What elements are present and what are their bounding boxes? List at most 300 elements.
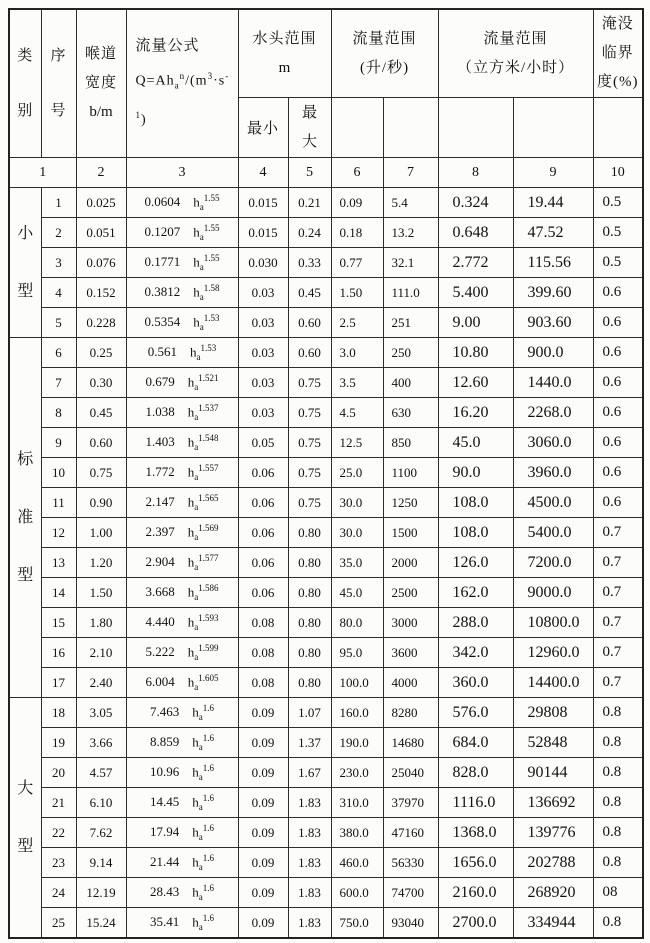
flow-m3h-min-cell: 2700.0 [438,908,513,939]
throat-width-cell: 1.20 [76,548,126,578]
flow-ls-max-cell: 3000 [383,608,438,638]
table-row [9,188,643,218]
header-serial [41,9,76,158]
column-number: 9 [513,158,593,188]
submergence-cell: 0.8 [593,818,643,848]
head-max-cell: 1.37 [288,728,331,758]
category-char: 大 [17,779,34,797]
flow-ls-max-cell: 111.0 [383,278,438,308]
head-min-cell: 0.09 [238,818,288,848]
throat-width-cell: 0.025 [76,188,126,218]
throat-width-cell: 0.75 [76,458,126,488]
head-max-cell: 0.75 [288,458,331,488]
formula-ha-exponent: $h_a^{1.55}$ [193,253,220,272]
head-min-cell: 0.09 [238,788,288,818]
formula-title: 流量公式 [135,37,200,54]
header-head-range: 水头范围 m [238,9,331,98]
formula-coefficient: 0.3812 [144,284,181,300]
header-head-max: 最大 [288,98,331,158]
column-number: 10 [593,158,643,188]
table-row [9,908,643,939]
throat-width-cell: 12.19 [76,878,126,908]
flow-m3h-min-cell: 126.0 [438,548,513,578]
flow-ls-max-cell: 850 [383,428,438,458]
table-row [9,278,643,308]
formula-coefficient: 2.147 [145,494,175,510]
table-row [9,488,643,518]
table-row [9,428,643,458]
flow-m3h-max-cell: 14400.0 [513,668,593,698]
head-max-cell: 0.60 [288,308,331,338]
flow-ls-min-cell: 0.09 [331,188,383,218]
head-min-cell: 0.08 [238,638,288,668]
submergence-cell: 0.6 [593,458,643,488]
flow-m3h-max-cell: 1440.0 [513,368,593,398]
flow-formula-cell [126,848,238,878]
table-row [9,398,643,428]
submergence-cell: 0.7 [593,608,643,638]
serial-number-cell: 23 [41,848,76,878]
flow-formula-cell [126,188,238,218]
submergence-cell: 0.6 [593,488,643,518]
flow-ls-max-cell: 1250 [383,488,438,518]
formula-coefficient: 0.1207 [144,224,181,240]
throat-width-cell: 6.10 [76,788,126,818]
flow-m3h-max-cell: 52848 [513,728,593,758]
flow-ls-min-cell: 380.0 [331,818,383,848]
flow-formula-cell [126,758,238,788]
formula-ha-exponent: $h_a^{1.53}$ [193,313,220,332]
flow-m3h-max-cell: 19.44 [513,188,593,218]
formula-coefficient: 4.440 [145,614,175,630]
formula-ha-exponent: $h_a^{1.53}$ [190,343,217,362]
flow-formula-cell [126,698,238,728]
head-min-cell: 0.03 [238,278,288,308]
formula-coefficient: 21.44 [150,854,180,870]
head-min-cell: 0.015 [238,218,288,248]
submergence-cell: 0.6 [593,368,643,398]
header-category [9,9,41,158]
head-min-cell: 0.09 [238,758,288,788]
submergence-cell: 0.6 [593,398,643,428]
flow-ls-min-cell: 80.0 [331,608,383,638]
head-min-cell: 0.09 [238,698,288,728]
submergence-cell: 0.8 [593,848,643,878]
flow-formula-cell [126,428,238,458]
head-min-cell: 0.09 [238,878,288,908]
formula-expression: $Q=Ah_a^n/(m^3\cdot s^{-1})$ [135,70,230,129]
flow-m3h-min-cell: 288.0 [438,608,513,638]
submergence-cell: 0.5 [593,218,643,248]
throat-width-cell: 9.14 [76,848,126,878]
flow-ls-min-cell: 25.0 [331,458,383,488]
formula-ha-exponent: $h_a^{1.6}$ [192,853,214,872]
table-row [9,248,643,278]
table-row [9,368,643,398]
flow-m3h-min-cell: 108.0 [438,518,513,548]
head-max-cell: 0.21 [288,188,331,218]
flow-ls-min-cell: 3.0 [331,338,383,368]
serial-number-cell: 10 [41,458,76,488]
flow-formula-cell [126,818,238,848]
submergence-cell: 0.7 [593,578,643,608]
head-min-cell: 0.015 [238,188,288,218]
throat-width-cell: 0.60 [76,428,126,458]
column-number: 4 [238,158,288,188]
submergence-cell: 0.8 [593,698,643,728]
flow-ls-max-cell: 2000 [383,548,438,578]
flow-ls-max-cell: 25040 [383,758,438,788]
flow-m3h-min-cell: 45.0 [438,428,513,458]
flow-formula-cell [126,878,238,908]
formula-coefficient: 35.41 [150,914,180,930]
formula-coefficient: 1.772 [145,464,175,480]
table-row [9,308,643,338]
throat-width-cell: 3.66 [76,728,126,758]
table-row [9,608,643,638]
table-row [9,788,643,818]
head-min-cell: 0.03 [238,338,288,368]
serial-number-cell: 13 [41,548,76,578]
flow-formula-cell [126,248,238,278]
flow-formula-cell [126,578,238,608]
flow-m3h-max-cell: 29808 [513,698,593,728]
formula-ha-exponent: $h_a^{1.577}$ [187,553,219,572]
flow-m3h-min-cell: 108.0 [438,488,513,518]
flow-ls-min-cell: 3.5 [331,368,383,398]
flow-m3h-max-cell: 10800.0 [513,608,593,638]
throat-width-cell: 0.228 [76,308,126,338]
formula-ha-exponent: $h_a^{1.548}$ [187,433,219,452]
flow-ls-min-cell: 30.0 [331,518,383,548]
flow-formula-cell [126,488,238,518]
flow-m3h-min-cell: 16.20 [438,398,513,428]
throat-width-cell: 0.152 [76,278,126,308]
header-throat-width: 喉道 宽度 b/m [76,9,126,158]
formula-coefficient: 0.0604 [144,194,181,210]
flow-ls-min-cell: 95.0 [331,638,383,668]
table-row [9,848,643,878]
formula-ha-exponent: $h_a^{1.55}$ [193,193,220,212]
flow-formula-cell [126,608,238,638]
head-max-cell: 1.07 [288,698,331,728]
flow-ls-max-cell: 93040 [383,908,438,939]
flow-m3h-max-cell: 399.60 [513,278,593,308]
flow-m3h-max-cell: 9000.0 [513,578,593,608]
serial-number-cell: 14 [41,578,76,608]
flow-m3h-max-cell: 7200.0 [513,548,593,578]
serial-number-cell: 6 [41,338,76,368]
column-number: 3 [126,158,238,188]
category-char: 标 [17,450,34,468]
flow-m3h-max-cell: 334944 [513,908,593,939]
head-min-cell: 0.09 [238,908,288,939]
flow-ls-min-cell: 100.0 [331,668,383,698]
header-head-min: 最小 [238,98,288,158]
head-max-cell: 1.83 [288,848,331,878]
flow-ls-max-cell: 4000 [383,668,438,698]
serial-number-cell: 1 [41,188,76,218]
flow-ls-max-cell: 1500 [383,518,438,548]
flow-m3h-min-cell: 2160.0 [438,878,513,908]
flow-ls-min-cell: 460.0 [331,848,383,878]
head-max-cell: 0.80 [288,638,331,668]
serial-number-cell: 5 [41,308,76,338]
flow-ls-min-cell: 160.0 [331,698,383,728]
formula-ha-exponent: $h_a^{1.6}$ [192,883,214,902]
formula-ha-exponent: $h_a^{1.521}$ [187,373,219,392]
formula-coefficient: 0.679 [145,374,175,390]
head-max-cell: 0.80 [288,578,331,608]
flow-m3h-max-cell: 115.56 [513,248,593,278]
flow-m3h-max-cell: 139776 [513,818,593,848]
flow-m3h-min-cell: 0.324 [438,188,513,218]
header-serial-char: 序 [50,47,67,64]
table-row [9,338,643,368]
flow-m3h-max-cell: 90144 [513,758,593,788]
flow-m3h-max-cell: 12960.0 [513,638,593,668]
head-min-cell: 0.06 [238,578,288,608]
formula-coefficient: 0.1771 [144,254,181,270]
throat-width-cell: 2.10 [76,638,126,668]
header-empty-cell [331,98,383,158]
flow-ls-max-cell: 3600 [383,638,438,668]
head-min-cell: 0.06 [238,458,288,488]
flow-formula-cell [126,308,238,338]
flow-m3h-min-cell: 2.772 [438,248,513,278]
head-max-cell: 0.80 [288,548,331,578]
header-flow-range-ls: 流量范围 (升/秒) [331,9,438,98]
flow-ls-max-cell: 8280 [383,698,438,728]
flow-m3h-max-cell: 47.52 [513,218,593,248]
table-row [9,758,643,788]
formula-coefficient: 1.038 [145,404,175,420]
column-number: 5 [288,158,331,188]
submergence-cell: 0.8 [593,758,643,788]
flow-ls-min-cell: 600.0 [331,878,383,908]
submergence-cell: 0.6 [593,308,643,338]
head-min-cell: 0.05 [238,428,288,458]
flow-formula-cell [126,368,238,398]
submergence-cell: 0.7 [593,638,643,668]
flow-ls-max-cell: 5.4 [383,188,438,218]
header-empty-cell [513,98,593,158]
head-min-cell: 0.03 [238,368,288,398]
column-number: 6 [331,158,383,188]
table-row [9,548,643,578]
head-min-cell: 0.08 [238,668,288,698]
header-empty-cell [438,98,513,158]
formula-coefficient: 1.403 [145,434,175,450]
flow-ls-min-cell: 750.0 [331,908,383,939]
column-number: 8 [438,158,513,188]
throat-width-cell: 0.25 [76,338,126,368]
head-max-cell: 0.60 [288,338,331,368]
flow-m3h-min-cell: 162.0 [438,578,513,608]
header-submergence: 淹没 临界 度(%) [593,9,643,98]
table-row [9,728,643,758]
throat-width-cell: 4.57 [76,758,126,788]
flow-ls-max-cell: 74700 [383,878,438,908]
flow-m3h-min-cell: 12.60 [438,368,513,398]
formula-coefficient: 14.45 [150,794,180,810]
flow-m3h-max-cell: 136692 [513,788,593,818]
column-number-row [9,158,643,188]
serial-number-cell: 20 [41,758,76,788]
formula-coefficient: 3.668 [145,584,175,600]
flow-formula-cell [126,218,238,248]
flow-ls-max-cell: 13.2 [383,218,438,248]
flow-ls-min-cell: 190.0 [331,728,383,758]
submergence-cell: 0.8 [593,728,643,758]
formula-coefficient: 2.397 [145,524,175,540]
throat-width-cell: 1.00 [76,518,126,548]
flow-ls-max-cell: 251 [383,308,438,338]
flow-formula-cell [126,338,238,368]
flow-m3h-max-cell: 3060.0 [513,428,593,458]
table-row [9,218,643,248]
flow-formula-cell [126,278,238,308]
submergence-cell: 0.7 [593,548,643,578]
serial-number-cell: 21 [41,788,76,818]
formula-coefficient: 28.43 [150,884,180,900]
table-row [9,878,643,908]
header-category-char: 别 [17,102,34,119]
formula-ha-exponent: $h_a^{1.605}$ [187,673,219,692]
formula-ha-exponent: $h_a^{1.6}$ [192,733,214,752]
flow-m3h-min-cell: 10.80 [438,338,513,368]
flow-ls-min-cell: 0.18 [331,218,383,248]
flow-ls-max-cell: 47160 [383,818,438,848]
formula-coefficient: 0.5354 [144,314,181,330]
submergence-cell: 0.7 [593,668,643,698]
throat-width-cell: 1.80 [76,608,126,638]
header-flow-range-m3h: 流量范围 （立方米/小时） [438,9,593,98]
flow-formula-cell [126,638,238,668]
throat-width-cell: 15.24 [76,908,126,939]
flow-formula-cell [126,398,238,428]
throat-width-cell: 1.50 [76,578,126,608]
flow-formula-cell [126,668,238,698]
table-row [9,638,643,668]
flow-m3h-max-cell: 5400.0 [513,518,593,548]
flow-m3h-min-cell: 684.0 [438,728,513,758]
head-min-cell: 0.06 [238,488,288,518]
head-max-cell: 0.80 [288,518,331,548]
flow-ls-min-cell: 1.50 [331,278,383,308]
formula-ha-exponent: $h_a^{1.537}$ [187,403,219,422]
formula-coefficient: 17.94 [150,824,180,840]
submergence-cell: 08 [593,878,643,908]
flow-ls-max-cell: 37970 [383,788,438,818]
flow-ls-max-cell: 56330 [383,848,438,878]
flow-formula-cell [126,908,238,939]
header-serial-char: 号 [50,102,67,119]
flow-ls-min-cell: 45.0 [331,578,383,608]
serial-number-cell: 11 [41,488,76,518]
formula-ha-exponent: $h_a^{1.599}$ [187,643,219,662]
head-max-cell: 0.24 [288,218,331,248]
flow-m3h-min-cell: 0.648 [438,218,513,248]
serial-number-cell: 8 [41,398,76,428]
throat-width-cell: 0.076 [76,248,126,278]
serial-number-cell: 22 [41,818,76,848]
submergence-cell: 0.6 [593,278,643,308]
flow-formula-cell [126,458,238,488]
throat-width-cell: 7.62 [76,818,126,848]
category-char: 小 [17,224,34,242]
flow-ls-max-cell: 2500 [383,578,438,608]
category-cell [9,188,41,338]
category-char: 型 [17,837,34,855]
head-max-cell: 0.45 [288,278,331,308]
formula-ha-exponent: $h_a^{1.6}$ [192,823,214,842]
head-min-cell: 0.09 [238,728,288,758]
serial-number-cell: 12 [41,518,76,548]
flow-m3h-max-cell: 900.0 [513,338,593,368]
head-min-cell: 0.08 [238,608,288,638]
column-number: 7 [383,158,438,188]
throat-width-cell: 2.40 [76,668,126,698]
submergence-cell: 0.5 [593,188,643,218]
flow-ls-max-cell: 630 [383,398,438,428]
formula-ha-exponent: $h_a^{1.586}$ [187,583,219,602]
flow-ls-min-cell: 2.5 [331,308,383,338]
column-number: 2 [76,158,126,188]
head-min-cell: 0.09 [238,848,288,878]
formula-coefficient: 10.96 [150,764,180,780]
table-header [9,9,643,188]
head-max-cell: 0.80 [288,668,331,698]
submergence-cell: 0.6 [593,428,643,458]
flow-ls-min-cell: 310.0 [331,788,383,818]
flow-formula-cell [126,788,238,818]
flow-m3h-min-cell: 90.0 [438,458,513,488]
formula-coefficient: 2.904 [145,554,175,570]
flume-flow-table [8,8,644,939]
head-max-cell: 1.83 [288,908,331,939]
serial-number-cell: 4 [41,278,76,308]
submergence-cell: 0.7 [593,518,643,548]
table-row [9,698,643,728]
flow-ls-min-cell: 35.0 [331,548,383,578]
table-row [9,578,643,608]
serial-number-cell: 3 [41,248,76,278]
formula-ha-exponent: $h_a^{1.55}$ [193,223,220,242]
throat-width-cell: 3.05 [76,698,126,728]
formula-coefficient: 6.004 [145,674,175,690]
column-number: 1 [9,158,76,188]
formula-coefficient: 5.222 [145,644,175,660]
submergence-cell: 0.8 [593,788,643,818]
head-max-cell: 1.83 [288,878,331,908]
flow-m3h-max-cell: 202788 [513,848,593,878]
table-row [9,518,643,548]
header-category-char: 类 [17,47,34,64]
table-body [9,188,643,939]
serial-number-cell: 9 [41,428,76,458]
flow-m3h-min-cell: 1116.0 [438,788,513,818]
category-cell [9,338,41,698]
throat-width-cell: 0.45 [76,398,126,428]
category-char: 型 [17,566,34,584]
head-max-cell: 1.83 [288,818,331,848]
flow-m3h-max-cell: 2268.0 [513,398,593,428]
header-row-top [9,9,643,98]
flow-m3h-min-cell: 342.0 [438,638,513,668]
serial-number-cell: 15 [41,608,76,638]
serial-number-cell: 25 [41,908,76,939]
